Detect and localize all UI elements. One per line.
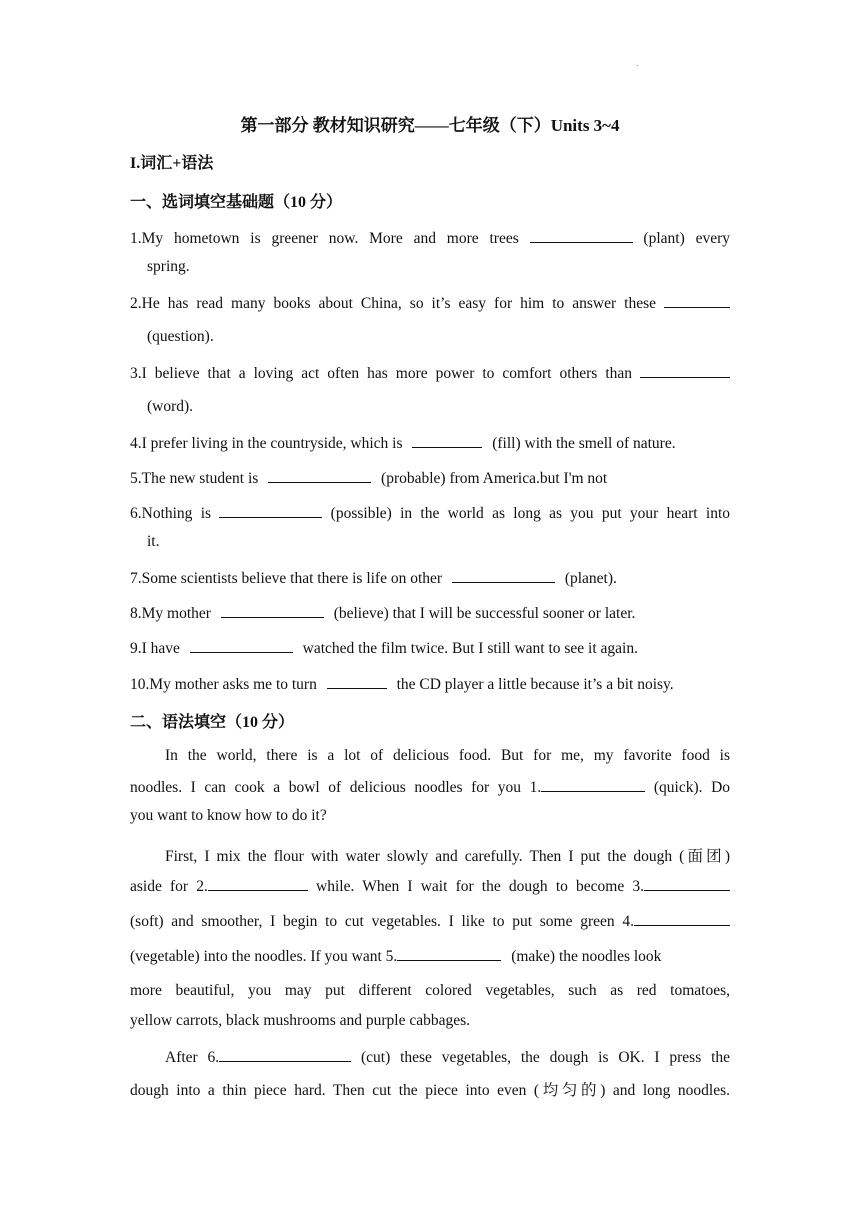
para2-line5: more beautiful, you may put different colored vegetables, such as red tomatoes, <box>130 982 730 999</box>
para1-line2: noodles. I can cook a bowl of delicious noodles for you 1. (quick). Do <box>130 779 731 796</box>
answer-blank[interactable] <box>452 568 555 583</box>
para3-line2: dough into a thin piece hard. Then cut the piece into even (均匀的) and long noodles. <box>130 1082 730 1099</box>
para2-line2: aside for 2. while. When I wait for the dough to become 3. <box>130 876 730 896</box>
part1-heading: 一、选词填空基础题（10 分） <box>130 194 343 211</box>
answer-blank[interactable] <box>268 468 371 483</box>
question-6-cont: it. <box>147 533 160 550</box>
answer-blank[interactable] <box>640 363 730 378</box>
answer-blank[interactable] <box>634 911 730 926</box>
question-2: 2.He has read many books about China, so it’s easy for him to answer these <box>130 293 730 313</box>
answer-blank[interactable] <box>327 674 387 689</box>
question-10: 10.My mother asks me to turn the CD player a little because it’s a bit noisy. <box>130 676 674 693</box>
question-1-cont: spring. <box>147 258 190 275</box>
question-7: 7.Some scientists believe that there is life on other (planet). <box>130 570 617 587</box>
answer-blank[interactable] <box>541 777 645 792</box>
answer-blank[interactable] <box>530 228 633 243</box>
question-6: 6.Nothing is (possible) in the world as long as you put your heart into <box>130 505 731 522</box>
section-heading: I.词汇+语法 <box>130 155 214 172</box>
question-3-cont: (word). <box>147 398 194 415</box>
question-5: 5.The new student is (probable) from America.but I'm not <box>130 470 608 487</box>
part2-heading: 二、语法填空（10 分） <box>130 714 295 731</box>
page-mark: . <box>636 58 639 69</box>
question-2-cont: (question). <box>147 328 214 345</box>
para2-line1: First, I mix the flour with water slowly and carefully. Then I put the dough (面团) <box>165 848 730 865</box>
question-8: 8.My mother (believe) that I will be successful sooner or later. <box>130 605 636 622</box>
answer-blank[interactable] <box>412 433 482 448</box>
question-3: 3.I believe that a loving act often has more power to comfort others than <box>130 363 730 383</box>
answer-blank[interactable] <box>219 503 322 518</box>
answer-blank[interactable] <box>219 1047 351 1062</box>
para2-line6: yellow carrots, black mushrooms and purple cabbages. <box>130 1012 471 1029</box>
question-4: 4.I prefer living in the countryside, which is (fill) with the smell of nature. <box>130 435 676 452</box>
question-9: 9.I have watched the film twice. But I still want to see it again. <box>130 640 638 657</box>
page-title: 第一部分 教材知识研究——七年级（下）Units 3~4 <box>240 116 620 135</box>
answer-blank[interactable] <box>208 876 308 891</box>
answer-blank[interactable] <box>221 603 324 618</box>
answer-blank[interactable] <box>397 946 501 961</box>
para1-line1: In the world, there is a lot of delicious food. But for me, my favorite food is <box>165 747 730 764</box>
para2-line4: (vegetable) into the noodles. If you want 5. (make) the noodles look <box>130 948 662 965</box>
question-1: 1.My hometown is greener now. More and more trees (plant) every <box>130 230 730 247</box>
answer-blank[interactable] <box>190 638 293 653</box>
para1-line3: you want to know how to do it? <box>130 807 327 824</box>
answer-blank[interactable] <box>644 876 730 891</box>
para3-line1: After 6. (cut) these vegetables, the dough is OK. I press the <box>165 1049 731 1066</box>
para2-line3: (soft) and smoother, I begin to cut vegetables. I like to put some green 4. <box>130 911 730 931</box>
answer-blank[interactable] <box>664 293 730 308</box>
